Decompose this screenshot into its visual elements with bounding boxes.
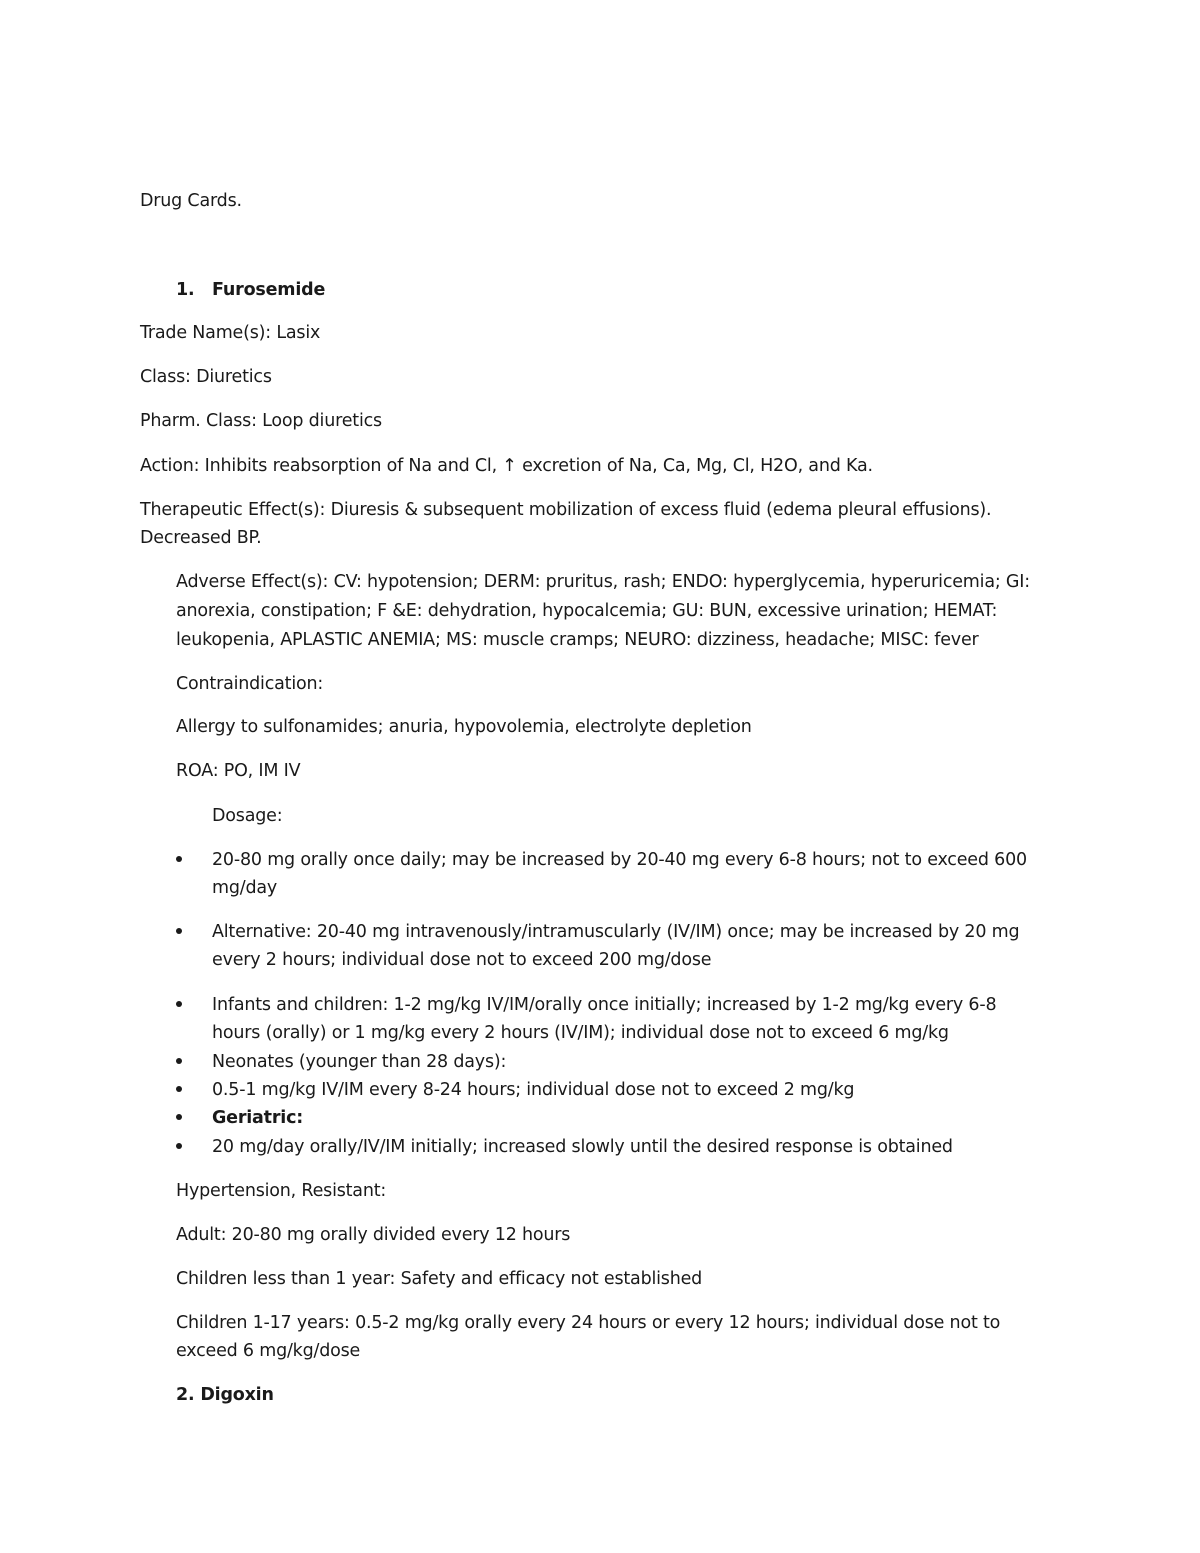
dosage-item-cont: mg/day — [212, 878, 278, 898]
dosage-item-cont: hours (orally) or 1 mg/kg every 2 hours (IV/IM); individual dose not to exceed 6 mg/kg — [212, 1023, 949, 1043]
hypertension-children-under-1: Children less than 1 year: Safety and efficacy not established — [176, 1269, 703, 1289]
bullet-icon — [176, 856, 182, 862]
drug1-action: Action: Inhibits reabsorption of Na and Cl, ↑ excretion of Na, Ca, Mg, Cl, H2O, and Ka. — [140, 456, 873, 476]
drug1-trade-names: Trade Name(s): Lasix — [140, 323, 321, 343]
bullet-icon — [176, 1058, 182, 1064]
dosage-item: 0.5-1 mg/kg IV/IM every 8-24 hours; individual dose not to exceed 2 mg/kg — [212, 1080, 855, 1100]
hypertension-adult: Adult: 20-80 mg orally divided every 12 hours — [176, 1225, 571, 1245]
drug1-therapeutic-effect: Therapeutic Effect(s): Diuresis & subsequent mobilization of excess fluid (edema pleural effusions). — [140, 500, 992, 520]
drug1-class: Class: Diuretics — [140, 367, 272, 387]
hypertension-children-1-17-cont: exceed 6 mg/kg/dose — [176, 1341, 361, 1361]
drug1-contraindication-label: Contraindication: — [176, 674, 324, 694]
dosage-item: 20-80 mg orally once daily; may be increased by 20-40 mg every 6-8 hours; not to exceed 600 — [212, 850, 1027, 870]
drug2-heading: 2. Digoxin — [176, 1385, 274, 1405]
dosage-item-geriatric-label: Geriatric: — [212, 1108, 304, 1128]
drug1-therapeutic-effect-cont: Decreased BP. — [140, 528, 262, 548]
bullet-icon — [176, 1086, 182, 1092]
drug1-pharm-class: Pharm. Class: Loop diuretics — [140, 411, 382, 431]
drug1-number: 1. — [176, 280, 195, 300]
dosage-item: Infants and children: 1-2 mg/kg IV/IM/orally once initially; increased by 1-2 mg/kg every 6-8 — [212, 995, 997, 1015]
bullet-icon — [176, 1143, 182, 1149]
dosage-item: 20 mg/day orally/IV/IM initially; increased slowly until the desired response is obtained — [212, 1137, 953, 1157]
document-title: Drug Cards. — [140, 191, 242, 211]
dosage-item-cont: every 2 hours; individual dose not to exceed 200 mg/dose — [212, 950, 712, 970]
drug1-adverse-effects: Adverse Effect(s): CV: hypotension; DERM: pruritus, rash; ENDO: hyperglycemia, hyperuricemia; GI: — [176, 572, 1030, 592]
bullet-icon — [176, 928, 182, 934]
dosage-item: Alternative: 20-40 mg intravenously/intramuscularly (IV/IM) once; may be increased by 20 mg — [212, 922, 1020, 942]
drug1-adverse-effects-cont: anorexia, constipation; F &E: dehydration, hypocalcemia; GU: BUN, excessive urination; HEMAT: — [176, 601, 998, 621]
drug1-name: Furosemide — [212, 280, 326, 300]
dosage-item: Neonates (younger than 28 days): — [212, 1052, 507, 1072]
drug1-contraindication-text: Allergy to sulfonamides; anuria, hypovolemia, electrolyte depletion — [176, 717, 752, 737]
hypertension-children-1-17: Children 1-17 years: 0.5-2 mg/kg orally every 24 hours or every 12 hours; individual dose not to — [176, 1313, 1001, 1333]
drug1-roa: ROA: PO, IM IV — [176, 761, 301, 781]
drug1-dosage-label: Dosage: — [212, 806, 283, 826]
hypertension-label: Hypertension, Resistant: — [176, 1181, 387, 1201]
drug1-adverse-effects-cont: leukopenia, APLASTIC ANEMIA; MS: muscle cramps; NEURO: dizziness, headache; MISC: fever — [176, 630, 979, 650]
bullet-icon — [176, 1001, 182, 1007]
bullet-icon — [176, 1114, 182, 1120]
